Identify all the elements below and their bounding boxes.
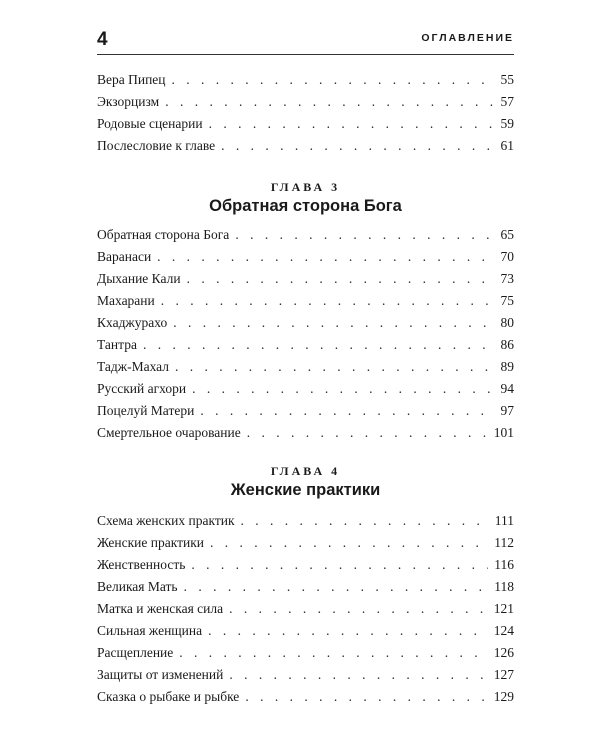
toc-leader-dots <box>143 337 495 353</box>
toc-leader-dots <box>157 249 494 265</box>
toc-entry-page: 89 <box>500 359 514 374</box>
toc-entry-page: 111 <box>494 513 514 528</box>
toc-leader-dots <box>175 359 494 375</box>
toc-entry-page: 97 <box>500 403 514 418</box>
toc-leader-dots <box>208 623 488 639</box>
chapter-4-label: ГЛАВА 4 <box>270 464 341 478</box>
toc-entry-title: Смертельное очарование <box>97 425 241 440</box>
toc-entry[interactable] <box>97 513 514 535</box>
toc-entry-page: 75 <box>500 293 514 308</box>
toc-entry-page: 121 <box>493 601 514 616</box>
toc-entry-title: Послесловие к главе <box>97 138 216 153</box>
toc-entry-page: 129 <box>493 689 514 704</box>
toc-entry[interactable] <box>97 337 514 359</box>
toc-entry-title: Женские практики <box>97 535 205 550</box>
toc-entry-title: Экзорцизм <box>97 94 160 109</box>
toc-leader-dots <box>229 667 487 683</box>
toc-entry[interactable] <box>97 381 514 403</box>
toc-leader-dots <box>165 94 494 110</box>
toc-entry-page: 70 <box>500 249 514 264</box>
toc-entry-title: Тантра <box>97 337 137 352</box>
toc-entry-page: 57 <box>500 94 514 109</box>
toc-entry[interactable] <box>97 645 514 667</box>
toc-leader-dots <box>221 138 494 154</box>
toc-leader-dots <box>192 381 494 397</box>
chapter-4-title: Женские практики <box>230 481 381 499</box>
toc-entry-page: 94 <box>500 381 514 396</box>
toc-entry[interactable] <box>97 601 514 623</box>
toc-entry-page: 127 <box>493 667 514 682</box>
toc-leader-dots <box>172 72 495 88</box>
toc-entry[interactable] <box>97 667 514 689</box>
toc-leader-dots <box>247 425 488 441</box>
toc-entry-title: Сильная женщина <box>97 623 203 638</box>
toc-entry-title: Дыхание Кали <box>97 271 181 286</box>
toc-entry[interactable] <box>97 138 514 160</box>
toc-entry-page: 73 <box>500 271 514 286</box>
toc-entry-page: 65 <box>500 227 514 242</box>
toc-leader-dots <box>235 227 494 243</box>
toc-entry-title: Вера Пипец <box>97 72 166 87</box>
toc-leader-dots <box>191 557 488 573</box>
toc-entry-page: 118 <box>494 579 514 594</box>
header-rule <box>97 54 514 55</box>
toc-entry-page: 116 <box>494 557 514 572</box>
header-bar <box>97 28 514 52</box>
toc-leader-dots <box>161 293 495 309</box>
toc-entry-title: Варанаси <box>97 249 152 264</box>
toc-entry[interactable] <box>97 116 514 138</box>
chapter-3-title: Обратная сторона Бога <box>209 197 402 215</box>
toc-entry-page: 61 <box>500 138 514 153</box>
toc-leader-dots <box>184 579 489 595</box>
toc-entry[interactable] <box>97 227 514 249</box>
chapter-3-label: ГЛАВА 3 <box>270 180 341 194</box>
toc-entry-title: Схема женских практик <box>97 513 235 528</box>
toc-entry[interactable] <box>97 689 514 711</box>
toc-leader-dots <box>210 535 488 551</box>
toc-entry-page: 86 <box>500 337 514 352</box>
toc-entry[interactable] <box>97 315 514 337</box>
toc-entry-title: Махарани <box>97 293 155 308</box>
toc-entry-title: Матка и женская сила <box>97 601 224 616</box>
toc-entry-page: 101 <box>493 425 514 440</box>
running-head: ОГЛАВЛЕНИЕ <box>421 32 514 44</box>
toc-entry-page: 124 <box>493 623 514 638</box>
toc-entry-title: Русский агхори <box>97 381 187 396</box>
toc-entry-title: Тадж-Махал <box>97 359 170 374</box>
toc-entry-title: Расщепление <box>97 645 174 660</box>
toc-leader-dots <box>200 403 494 419</box>
toc-entry[interactable] <box>97 72 514 94</box>
toc-entry-title: Сказка о рыбаке и рыбке <box>97 689 240 704</box>
toc-entry-title: Родовые сценарии <box>97 116 203 131</box>
toc-entry[interactable] <box>97 425 514 447</box>
toc-entry-title: Женственность <box>97 557 186 572</box>
toc-entry[interactable] <box>97 359 514 381</box>
toc-entry[interactable] <box>97 557 514 579</box>
toc-entry-title: Поцелуй Матери <box>97 403 195 418</box>
toc-entry-page: 80 <box>500 315 514 330</box>
toc-entry[interactable] <box>97 535 514 557</box>
toc-entry-page: 112 <box>494 535 514 550</box>
toc-leader-dots <box>229 601 488 617</box>
toc-leader-dots <box>209 116 495 132</box>
toc-leader-dots <box>241 513 489 529</box>
toc-entry[interactable] <box>97 623 514 645</box>
toc-entry-title: Защиты от изменений <box>97 667 224 682</box>
toc-entry-page: 59 <box>500 116 514 131</box>
page-number: 4 <box>97 29 108 50</box>
toc-entry[interactable] <box>97 293 514 315</box>
toc-entry-title: Кхаджурахо <box>97 315 168 330</box>
toc-entry-page: 55 <box>500 72 514 87</box>
toc-entry-page: 126 <box>493 645 514 660</box>
toc-entry-title: Обратная сторона Бога <box>97 227 230 242</box>
toc-entry[interactable] <box>97 579 514 601</box>
toc-leader-dots <box>187 271 495 287</box>
toc-entry[interactable] <box>97 94 514 116</box>
toc-leader-dots <box>173 315 494 331</box>
toc-leader-dots <box>179 645 487 661</box>
toc-entry[interactable] <box>97 403 514 425</box>
toc-entry[interactable] <box>97 249 514 271</box>
toc-leader-dots <box>245 689 487 705</box>
toc-entry[interactable] <box>97 271 514 293</box>
toc-entry-title: Великая Мать <box>97 579 178 594</box>
